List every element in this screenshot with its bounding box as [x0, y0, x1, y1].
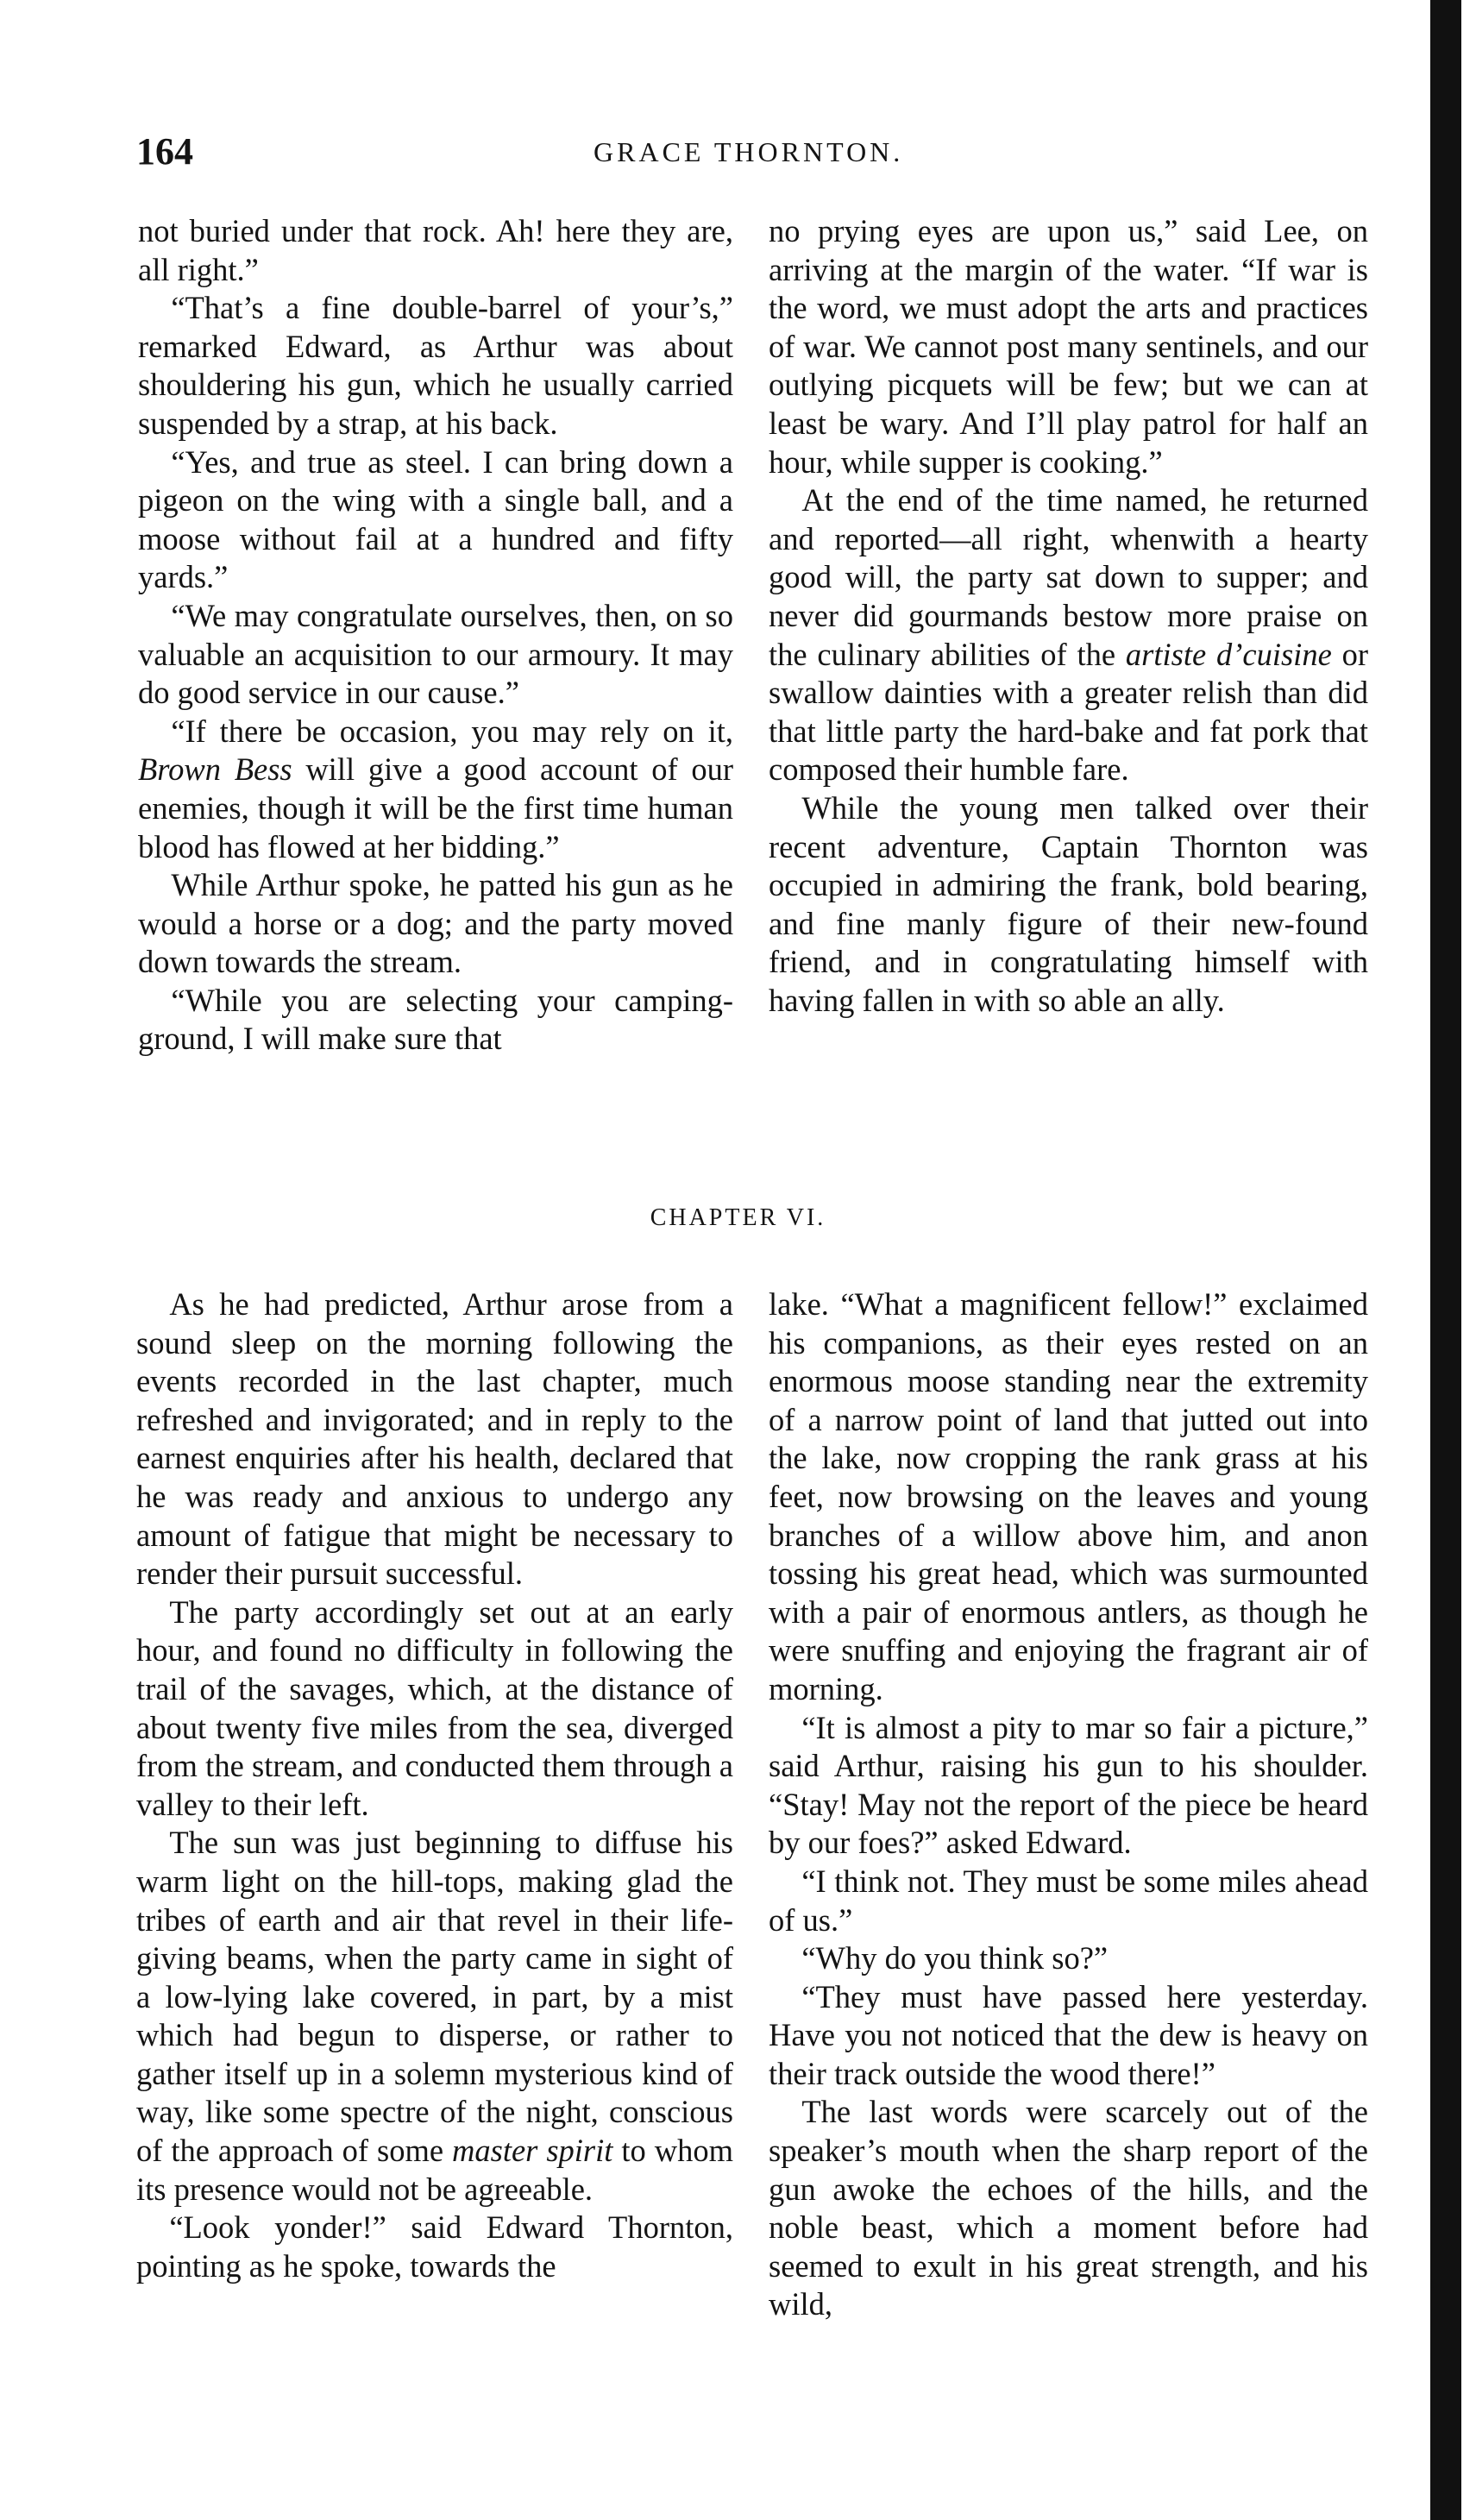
paragraph-text: or swallow dainties with a greater relish than did that little party the hard-bake and fat pork that composed their humble fare.	[769, 636, 1369, 788]
paragraph-text: “We may congratulate ourselves, then, on so valuable an acquisition to our armoury. It may do good service in our cause.”	[138, 597, 733, 711]
paragraph	[769, 2093, 1368, 2324]
top-left-column	[138, 212, 733, 1059]
paragraph-text: “If there be occasion, you may rely on it,	[171, 713, 733, 749]
paragraph-text: As he had predicted, Arthur arose from a sound sleep on the morning following the events recorded in the last chapter, much refreshed and invigorated; and in reply to the earnest enquiries after his health, declared that he was ready and anxious to undergo any amount of fatigue that might be necessary to render their pursuit successful.	[136, 1286, 733, 1592]
paragraph-text: no prying eyes are upon us,” said Lee, on arriving at the margin of the water. “If war is the word, we must adopt the arts and practices of war. We cannot post many sentinels, and our outlying picquets will be few; but we can at least be wary. And I’ll play patrol for half an hour, while supper is cooking.”	[769, 213, 1368, 480]
paragraph-text: The last words were scarcely out of the speaker’s mouth when the sharp report of the gun awoke the echoes of the hills, and the noble beast, which a moment before had seemed to exult in his great strength, and his wild,	[769, 2094, 1368, 2322]
paragraph	[769, 789, 1368, 1021]
paragraph-text: The party accordingly set out at an early hour, and found no difficulty in following the trail of the savages, which, at the distance of about twenty five miles from the sea, diverged from the stream, and conducted them through a valley to their left.	[136, 1593, 733, 1822]
paragraph	[138, 982, 733, 1059]
bottom-left-column	[136, 1285, 733, 2285]
paragraph	[769, 212, 1368, 481]
paragraph	[136, 2209, 733, 2285]
paragraph	[136, 1824, 733, 2209]
paragraph	[138, 443, 733, 597]
chapter-heading: CHAPTER VI.	[650, 1204, 826, 1231]
paragraph-text: “That’s a fine double-barrel of your’s,” remarked Edward, as Arthur was about shouldering his gun, which he usually carried suspended by a strap, at his back.	[138, 290, 733, 441]
paragraph-text: “They must have passed here yesterday. Have you not noticed that the dew is heavy on their track outside the wood there!”	[769, 1978, 1368, 2091]
paragraph-text: The sun was just beginning to diffuse his warm light on the hill-tops, making glad the tribes of earth and air that revel in their life-giving beams, when the party came in sight of a low-lying lake covered, in part, by a mist which had begun to disperse, or rather to gather itself up in a solemn mysterious kind of way, like some spectre of the night, conscious of the approach of some	[136, 1825, 733, 2169]
paragraph-text: “I think not. They must be some miles ahead of us.”	[769, 1863, 1368, 1938]
italic-text: artiste d’cuisine	[1125, 636, 1332, 672]
paragraph	[769, 1978, 1368, 2094]
italic-text: master spirit	[452, 2133, 613, 2169]
paragraph	[138, 212, 733, 289]
running-title: GRACE THORNTON.	[594, 136, 904, 167]
paragraph	[136, 1285, 733, 1593]
page-number: 164	[136, 130, 193, 173]
paragraph-text: At the end of the time named, he returned and reported—all right, whenwith a hearty good will, the party sat down to supper; and never did gourmands bestow more praise on the culinary abilities of the	[769, 482, 1368, 672]
paragraph-text: to whom its presence would not be agreeable.	[136, 2133, 733, 2207]
paragraph	[138, 597, 733, 713]
paragraph-text: lake. “What a magnificent fellow!” exclaimed his companions, as their eyes rested on an enormous moose standing near the extremity of a narrow point of land that jutted out into the lake, now cropping the rank grass at his feet, now browsing on the leaves and young branches of a willow above him, and anon tossing his great head, which was surmounted with a pair of enormous antlers, as though he were snuffing and enjoying the fragrant air of morning.	[769, 1286, 1368, 1706]
paragraph-text: “Look yonder!” said Edward Thornton, pointing as he spoke, towards the	[136, 2209, 733, 2284]
page-header	[136, 129, 1379, 181]
italic-text: Brown Bess	[138, 751, 292, 788]
paragraph-text: “While you are selecting your camping-ground, I will make sure that	[138, 982, 733, 1057]
paragraph	[769, 1939, 1368, 1978]
paragraph-text: While Arthur spoke, he patted his gun as he would a horse or a dog; and the party moved down towards the stream.	[138, 867, 733, 980]
paragraph-text: “Why do you think so?”	[801, 1940, 1109, 1976]
paragraph	[136, 1593, 733, 1825]
paragraph-text: “It is almost a pity to mar so fair a picture,” said Arthur, raising his gun to his shoulder. “Stay! May not the report of the piece be heard by our foes?” asked Edward.	[769, 1709, 1368, 1861]
paragraph	[138, 713, 733, 866]
paragraph-text: “Yes, and true as steel. I can bring down a pigeon on the wing with a single ball, and a moose without fail at a hundred and fifty yards.”	[138, 443, 733, 595]
page-edge-shadow	[1430, 0, 1461, 2520]
paragraph	[138, 289, 733, 443]
paragraph-text: not buried under that rock. Ah! here they are, all right.”	[138, 213, 733, 287]
paragraph-text: While the young men talked over their recent adventure, Captain Thornton was occupied in admiring the frank, bold bearing, and fine manly figure of their new-found friend, and in congratulating himself with having fallen in with so able an ally.	[769, 789, 1368, 1018]
paragraph	[769, 1709, 1368, 1863]
paragraph	[138, 866, 733, 982]
paragraph-text: will give a good account of our enemies, though it will be the first time human blood has flowed at her bidding.”	[138, 751, 733, 864]
top-right-column	[769, 212, 1368, 1020]
paragraph	[769, 481, 1368, 789]
paragraph	[769, 1863, 1368, 1939]
paragraph	[769, 1285, 1368, 1709]
bottom-right-column	[769, 1285, 1368, 2324]
